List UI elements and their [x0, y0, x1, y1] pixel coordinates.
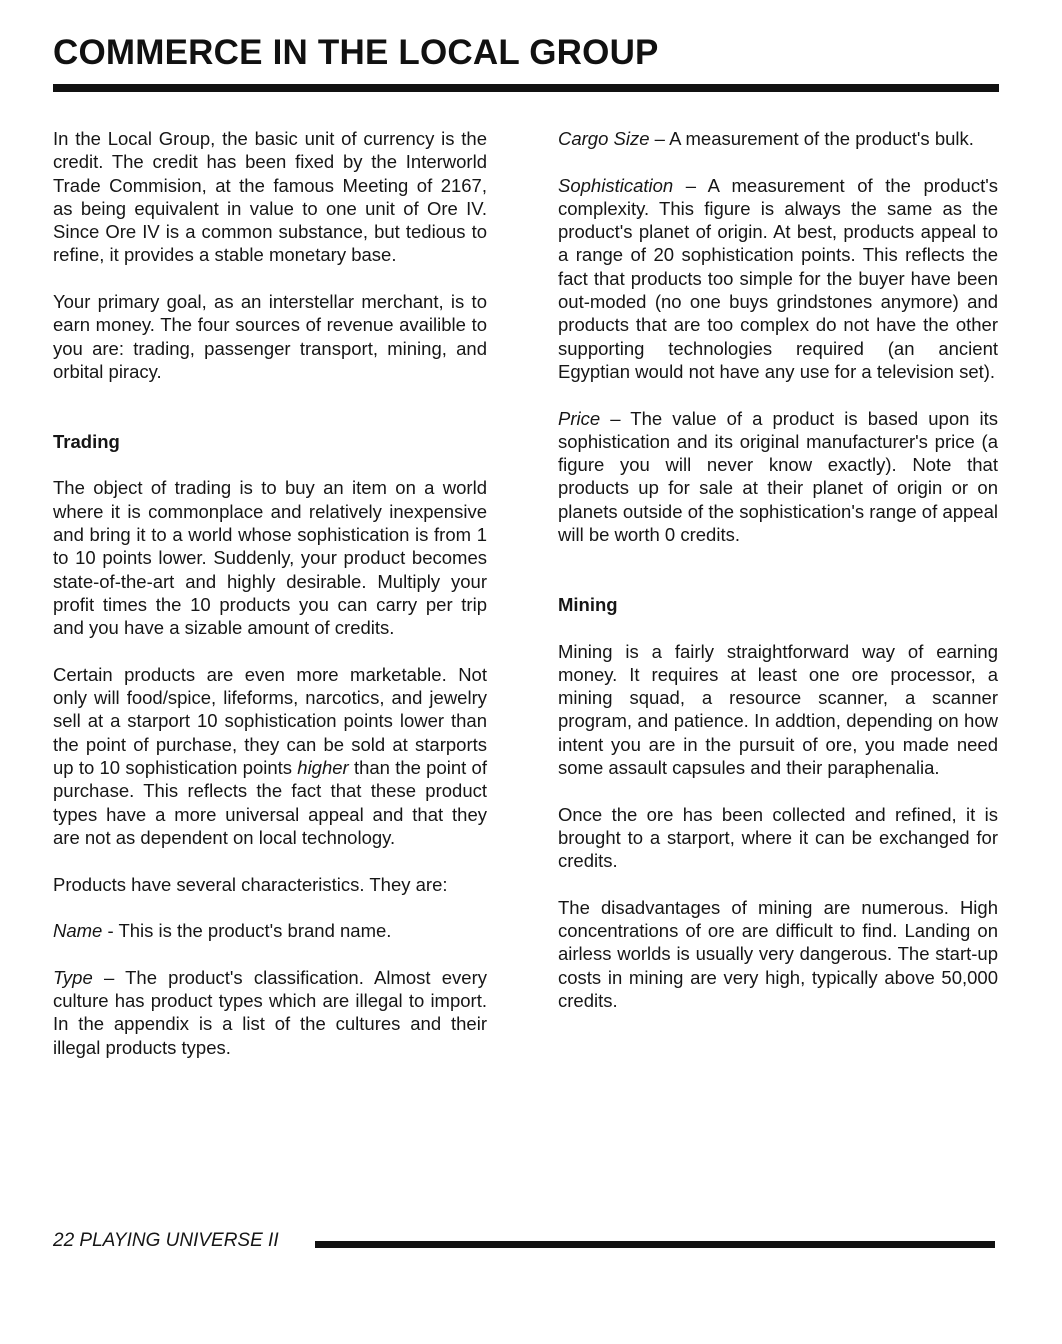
spacer	[53, 407, 487, 430]
sophistication-term: Sophistication	[558, 174, 674, 196]
left-column	[53, 127, 487, 1082]
page-title: COMMERCE IN THE LOCAL GROUP	[53, 33, 659, 72]
trading-heading: Trading	[53, 430, 120, 452]
price-definition	[558, 407, 998, 547]
title-rule	[53, 84, 999, 92]
currency-paragraph: In the Local Group, the basic unit of currency is the credit. The credit has been fixed by the Interworld Trade Commision, at the famous Meeting of 2167, as being equivalent in value to one unit of Ore IV. Since Ore IV is a common substance, but tedious to refine, it provides a stable monetary base.	[53, 128, 487, 266]
sophistication-definition	[558, 174, 998, 384]
right-column	[558, 127, 998, 1036]
spacer	[558, 570, 998, 593]
name-term: Name	[53, 920, 103, 942]
mining-paragraph: Mining is a fairly straightforward way of earning money. It requires at least one ore processor, a mining squad, a resource scanner, a scanner program, and patience. In addtion, depending on how intent you are in the pursuit of ore, you made need some assault capsules and their paraphenalia.	[558, 640, 998, 779]
goal-paragraph: Your primary goal, as an interstellar merchant, is to earn money. The four sources of revenue availible to you are: trading, passenger transport, mining, and orbital piracy.	[53, 291, 487, 382]
marketable-text-a: Certain products are even more marketable. Not only will food/spice, lifeforms, narcotics, and jewelry sell at a starport 10 sophistication points lower than the point of purchase, they can be sold at starports up to 10 sophistication points	[53, 663, 487, 779]
cargo-definition	[558, 127, 998, 150]
type-term: Type	[53, 966, 93, 988]
name-definition	[53, 919, 487, 942]
type-definition	[53, 966, 487, 1059]
marketable-emphasis: higher	[297, 757, 349, 779]
characteristics-intro: Products have several characteristics. They are:	[53, 873, 448, 895]
footer-text: 22 PLAYING UNIVERSE II	[53, 1230, 279, 1251]
sophistication-description: – A measurement of the product's complexity. This figure is always the same as the product's planet of origin. At best, products appeal to a range of 20 sophistication points. This reflects the fact that products too simple for the buyer have been out-moded (no one buys grindstones anymore) and products that are too complex do not have the other supporting technologies required (an ancient Egyptian would not have any use for a television set).	[558, 174, 998, 382]
marketable-paragraph	[53, 663, 487, 849]
marketable-text-b: than the point of purchase. This reflects the fact that these product types have a more universal appeal and that they are not as dependent on local technology.	[53, 757, 487, 848]
name-description: - This is the product's brand name.	[102, 920, 392, 942]
price-term: Price	[558, 407, 601, 429]
cargo-term: Cargo Size	[558, 128, 650, 149]
price-description: – The value of a product is based upon its sophistication and its original manufacturer's price (a figure you will never know exactly). Note that products up for sale at their planet of origin or on planets outside of the sophistication's range of appeal will be worth 0 credits.	[558, 407, 998, 546]
trading-paragraph: The object of trading is to buy an item on a world where it is commonplace and relatively inexpensive and bring it to a world whose sophistication is from 1 to 10 points lower. Suddenly, your product becomes state-of-the-art and highly desirable. Multiply your profit times the 10 products you can carry per trip and you have a sizable amount of credits.	[53, 477, 487, 639]
footer-rule	[315, 1241, 995, 1248]
disadvantages-paragraph: The disadvantages of mining are numerous. High concentrations of ore are difficult to find. Landing on airless worlds is usually very dangerous. The start-up costs in mining are very high, typically above 50,000 credits.	[558, 896, 998, 1011]
ore-paragraph: Once the ore has been collected and refined, it is brought to a starport, where it can be exchanged for credits.	[558, 803, 998, 872]
mining-heading: Mining	[558, 593, 618, 615]
cargo-description: – A measurement of the product's bulk.	[649, 128, 974, 149]
page-footer	[53, 1227, 999, 1257]
type-description: – The product's classification. Almost every culture has product types which are illegal to import. In the appendix is a list of the cultures and their illegal products types.	[53, 966, 487, 1058]
